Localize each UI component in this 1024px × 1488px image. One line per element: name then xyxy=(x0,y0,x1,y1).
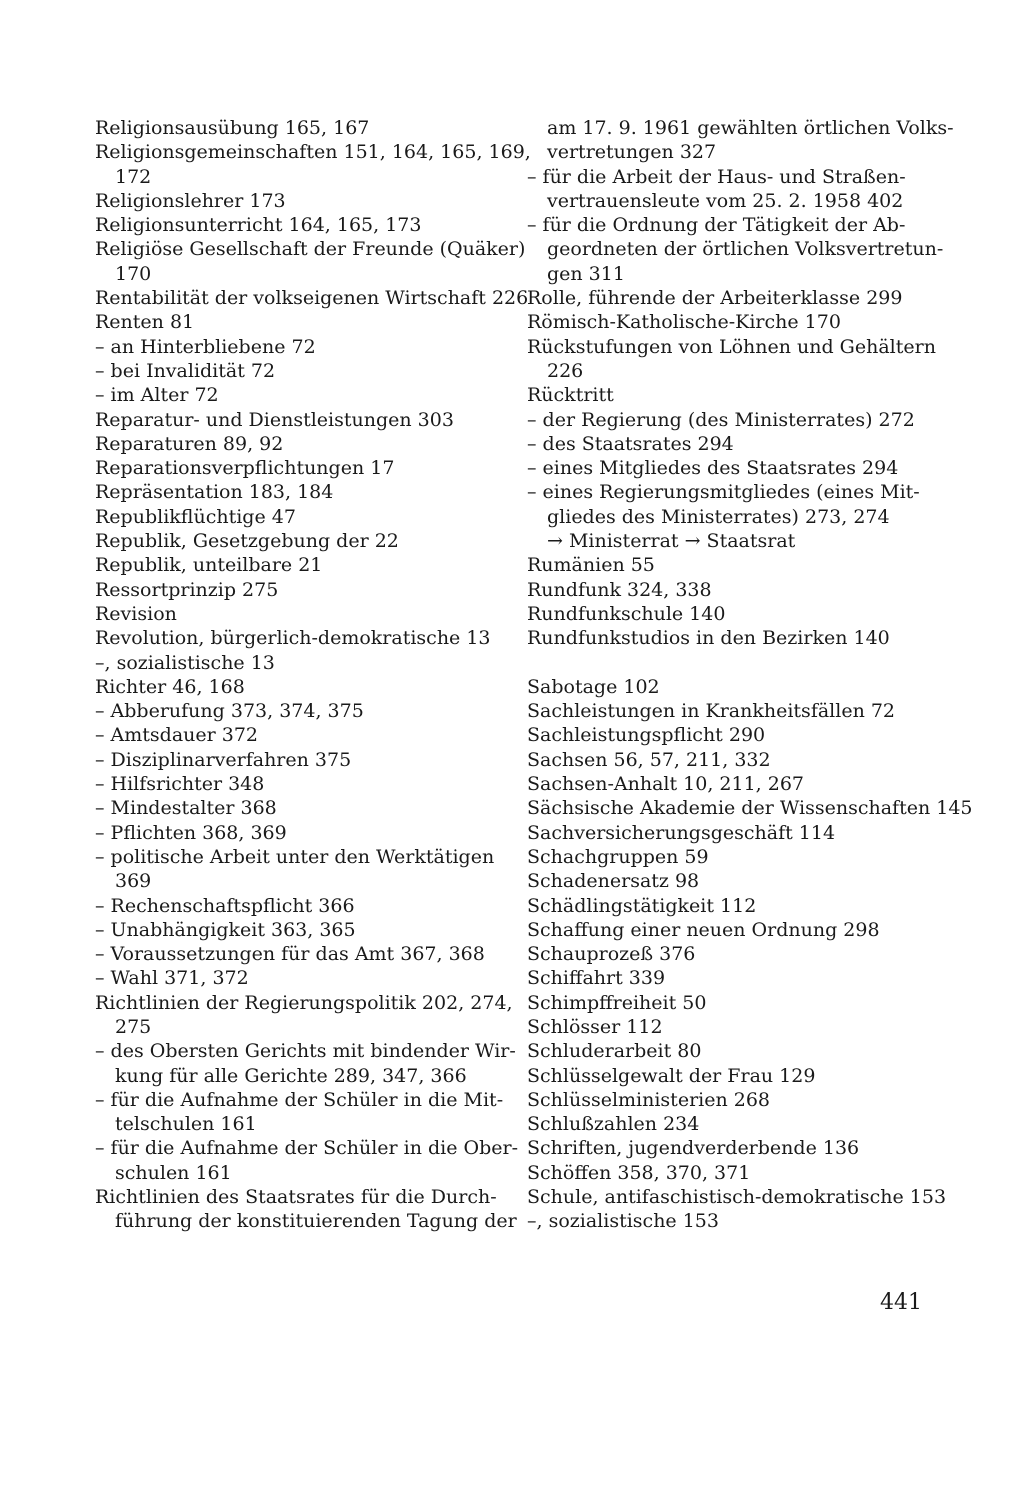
index-entry: Rundfunkstudios in den Bezirken 140 xyxy=(527,627,890,650)
index-entry: Schadenersatz 98 xyxy=(527,870,700,893)
index-entry: Reparaturen 89, 92 xyxy=(95,432,284,455)
index-entry: Schachgruppen 59 xyxy=(527,845,709,868)
index-entry: 369 xyxy=(115,870,152,893)
index-entry: Renten 81 xyxy=(95,311,195,334)
index-entry: Schaffung einer neuen Ordnung 298 xyxy=(527,918,880,941)
index-entry: Rentabilität der volkseigenen Wirtschaft 226 xyxy=(95,287,529,310)
index-entry: – für die Ordnung der Tätigkeit der Ab- xyxy=(527,214,906,237)
index-entry: Revolution, bürgerlich-demokratische 13 xyxy=(95,627,491,650)
index-entry: Republik, unteilbare 21 xyxy=(95,554,323,577)
index-entry: Religiöse Gesellschaft der Freunde (Quäker) xyxy=(95,238,526,261)
index-entry: kung für alle Gerichte 289, 347, 366 xyxy=(115,1064,467,1087)
index-entry: Rolle, führende der Arbeiterklasse 299 xyxy=(527,287,903,310)
index-entry: Schädlingstätigkeit 112 xyxy=(527,894,757,917)
index-entry: Revision xyxy=(95,602,177,625)
index-entry: – Abberufung 373, 374, 375 xyxy=(95,700,364,723)
index-entry: Schlüsselgewalt der Frau 129 xyxy=(527,1064,816,1087)
index-entry: 172 xyxy=(115,165,152,188)
index-entry: Schöffen 358, 370, 371 xyxy=(527,1161,751,1184)
index-entry: –, sozialistische 13 xyxy=(95,651,275,674)
index-entry: telschulen 161 xyxy=(115,1113,257,1136)
index-entry: Schlüsselministerien 268 xyxy=(527,1088,771,1111)
index-entry: Sabotage 102 xyxy=(527,675,660,698)
index-entry: – bei Invalidität 72 xyxy=(95,359,276,382)
index-entry: Sachsen-Anhalt 10, 211, 267 xyxy=(527,773,805,796)
index-entry: – politische Arbeit unter den Werktätigen xyxy=(95,845,495,868)
index-entry: Republikflüchtige 47 xyxy=(95,505,296,528)
index-entry: – für die Aufnahme der Schüler in die Mit- xyxy=(95,1088,504,1111)
index-entry: – des Obersten Gerichts mit bindender Wir- xyxy=(95,1040,516,1063)
index-entry: vertrauensleute vom 25. 2. 1958 402 xyxy=(547,189,904,212)
index-entry: geordneten der örtlichen Volksvertretun- xyxy=(547,238,944,261)
index-entry: – an Hinterbliebene 72 xyxy=(95,335,316,358)
index-entry: Reparationsverpflichtungen 17 xyxy=(95,457,395,480)
index-entry: Repräsentation 183, 184 xyxy=(95,481,334,504)
page-number: 441 xyxy=(880,1290,922,1315)
index-entry: – eines Mitgliedes des Staatsrates 294 xyxy=(527,457,899,480)
index-entry: Religionsausübung 165, 167 xyxy=(95,117,370,139)
index-entry: Schlösser 112 xyxy=(527,1015,663,1038)
index-entry: führung der konstituierenden Tagung der xyxy=(115,1210,517,1233)
index-entry: Schluderarbeit 80 xyxy=(527,1040,702,1063)
index-entry: gen 311 xyxy=(547,262,625,285)
index-entry: vertretungen 327 xyxy=(547,141,717,164)
index-entry: – Hilfsrichter 348 xyxy=(95,773,265,796)
index-entry: gliedes des Ministerrates) 273, 274 xyxy=(547,505,890,528)
index-entry: 226 xyxy=(547,359,584,382)
index-entry: – eines Regierungsmitgliedes (eines Mit- xyxy=(527,481,920,504)
index-entry: am 17. 9. 1961 gewählten örtlichen Volks- xyxy=(547,117,954,139)
index-entry: Schlußzahlen 234 xyxy=(527,1113,700,1136)
index-entry: – im Alter 72 xyxy=(95,384,219,407)
index-entry: Schauprozeß 376 xyxy=(527,943,696,966)
index-entry: → Ministerrat → Staatsrat xyxy=(547,530,796,553)
index-entry: Religionslehrer 173 xyxy=(95,189,286,212)
index-entry: Richter 46, 168 xyxy=(95,675,245,698)
index-entry: – für die Arbeit der Haus- und Straßen- xyxy=(527,165,906,188)
index-entry: Rumänien 55 xyxy=(527,554,655,577)
index-entry: Schiffahrt 339 xyxy=(527,967,666,990)
index-entry: Religionsgemeinschaften 151, 164, 165, 169, xyxy=(95,141,531,164)
index-entry: Rundfunk 324, 338 xyxy=(527,578,712,601)
index-entry: – Pflichten 368, 369 xyxy=(95,821,287,844)
index-entry: schulen 161 xyxy=(115,1161,232,1184)
index-entry: Sachsen 56, 57, 211, 332 xyxy=(527,748,771,771)
index-entry: 170 xyxy=(115,262,152,285)
index-entry: – des Staatsrates 294 xyxy=(527,432,734,455)
index-entry: Ressortprinzip 275 xyxy=(95,578,279,601)
index-entry: Römisch-Katholische-Kirche 170 xyxy=(527,311,841,334)
index-entry: 275 xyxy=(115,1015,152,1038)
index-entry: Rückstufungen von Löhnen und Gehältern xyxy=(527,335,936,358)
index-entry: – Amtsdauer 372 xyxy=(95,724,259,747)
index-entry: – Unabhängigkeit 363, 365 xyxy=(95,918,356,941)
index-entry: – Wahl 371, 372 xyxy=(95,967,249,990)
index-entry: Schriften, jugendverderbende 136 xyxy=(527,1137,860,1160)
index-entry: – Voraussetzungen für das Amt 367, 368 xyxy=(95,943,485,966)
index-entry: Richtlinien des Staatsrates für die Durch- xyxy=(95,1186,497,1209)
index-entry xyxy=(527,651,947,675)
index-entry: Sachleistungen in Krankheitsfällen 72 xyxy=(527,700,896,723)
index-entry: Sächsische Akademie der Wissenschaften 145 xyxy=(527,797,973,820)
index-entry: –, sozialistische 153 xyxy=(527,1210,719,1233)
index-entry: – Rechenschaftspflicht 366 xyxy=(95,894,355,917)
index-entry: Schule, antifaschistisch-demokratische 153 xyxy=(527,1186,947,1209)
index-entry: Sachversicherungsgeschäft 114 xyxy=(527,821,836,844)
index-entry: – der Regierung (des Ministerrates) 272 xyxy=(527,408,915,431)
index-entry: – Disziplinarverfahren 375 xyxy=(95,748,352,771)
index-column-right xyxy=(527,116,973,1234)
index-entry: Schimpffreiheit 50 xyxy=(527,991,707,1014)
index-entry: Republik, Gesetzgebung der 22 xyxy=(95,530,399,553)
index-column-left xyxy=(95,116,531,1234)
index-entry: Rücktritt xyxy=(527,384,614,407)
index-entry: – für die Aufnahme der Schüler in die Ober- xyxy=(95,1137,519,1160)
index-entry: Reparatur- und Dienstleistungen 303 xyxy=(95,408,454,431)
index-entry: Richtlinien der Regierungspolitik 202, 274, xyxy=(95,991,513,1014)
index-entry: Religionsunterricht 164, 165, 173 xyxy=(95,214,422,237)
index-entry: Sachleistungspflicht 290 xyxy=(527,724,766,747)
index-entry: Rundfunkschule 140 xyxy=(527,602,726,625)
index-entry: – Mindestalter 368 xyxy=(95,797,277,820)
